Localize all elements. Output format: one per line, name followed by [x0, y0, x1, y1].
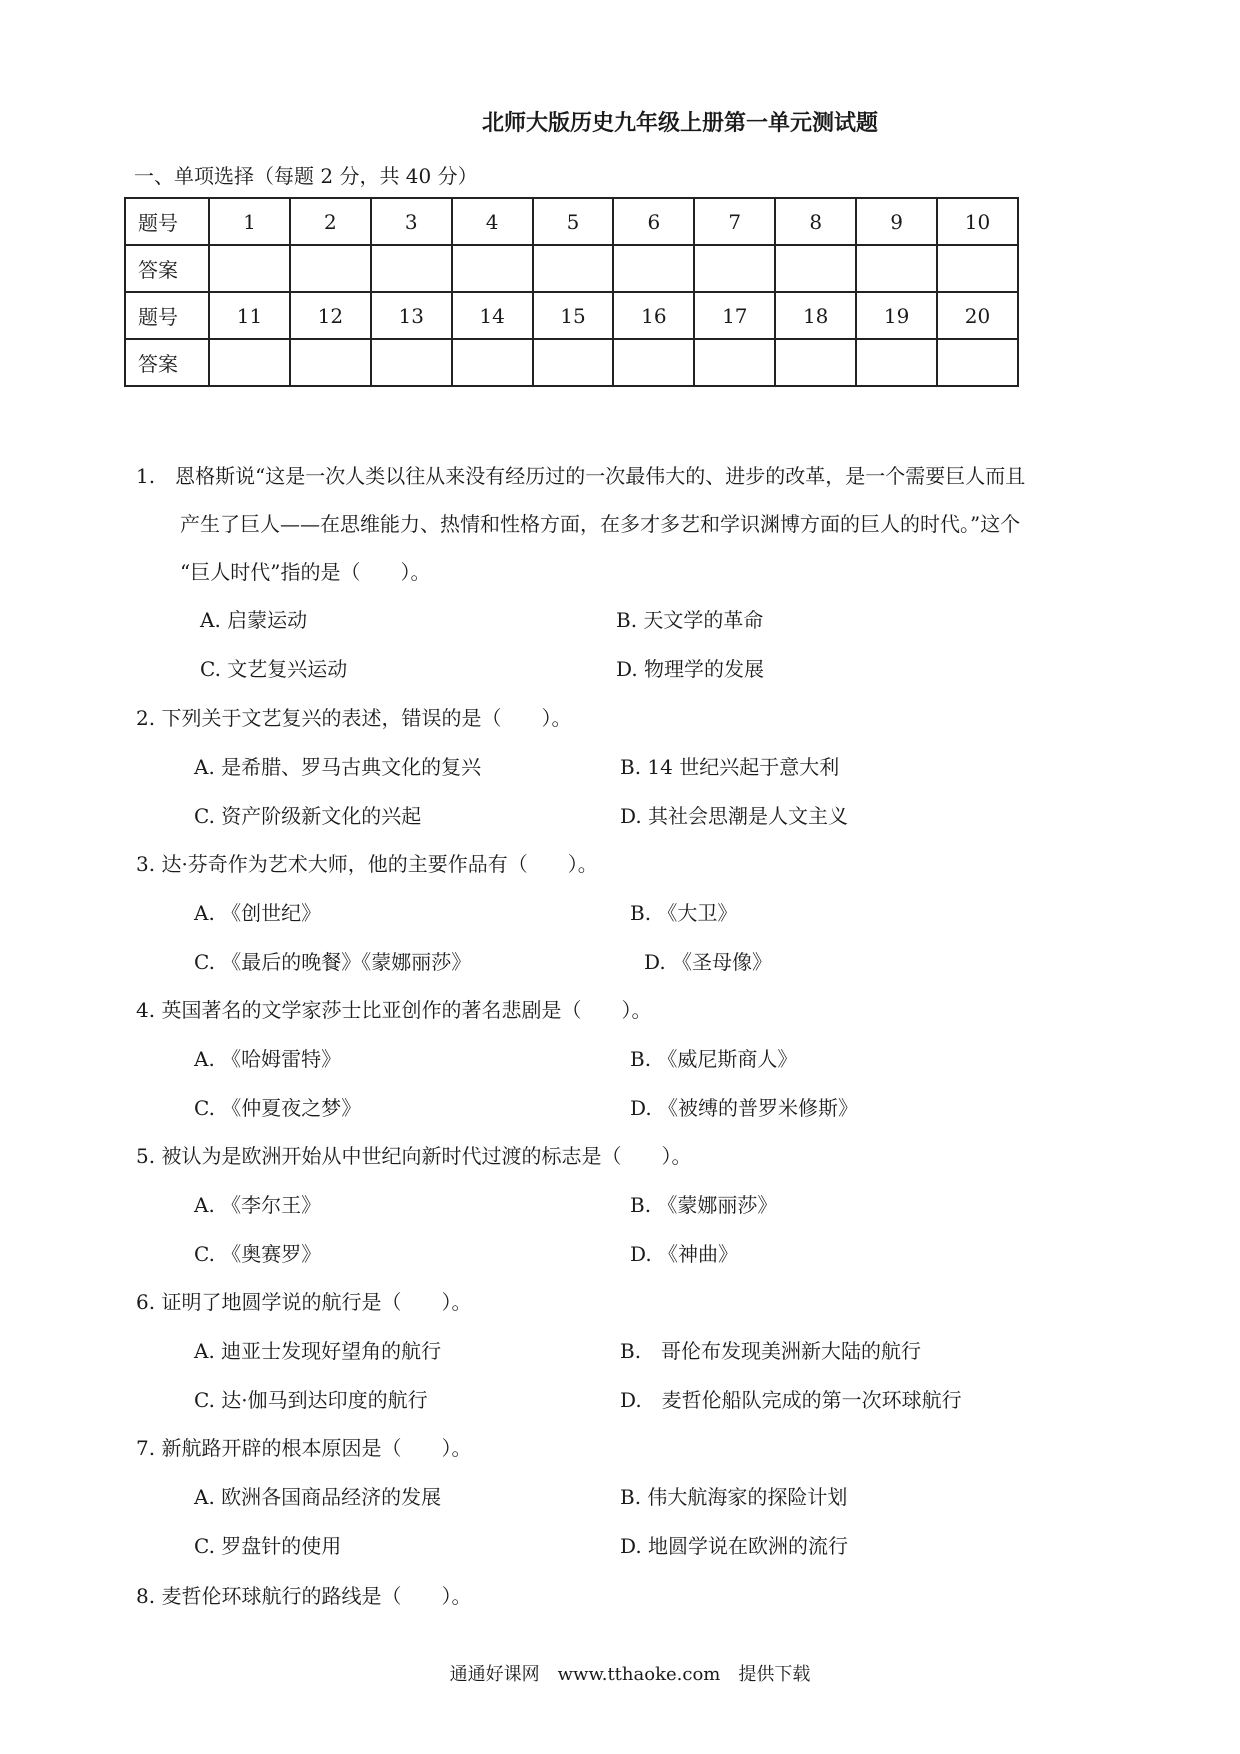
question-8: 8. 麦哲伦环球航行的路线是（ ）。: [136, 1584, 472, 1608]
question-number: 19: [856, 292, 937, 339]
question-6: 6. 证明了地圆学说的航行是（ ）。: [136, 1290, 472, 1314]
question-number: 15: [533, 292, 614, 339]
answer-cell[interactable]: [290, 339, 371, 386]
table-row: [125, 292, 1018, 339]
answer-cell[interactable]: [452, 339, 533, 386]
option-c[interactable]: C. 文艺复兴运动: [200, 657, 348, 681]
option-c[interactable]: C. 《奥赛罗》: [194, 1242, 322, 1266]
page-title: 北师大版历史九年级上册第一单元测试题: [481, 111, 878, 136]
answer-cell[interactable]: [371, 339, 452, 386]
question-1-line-1: 1. 恩格斯说“这是一次人类以往从来没有经历过的一次最伟大的、进步的改革，是一个需要巨人而且: [136, 464, 1026, 488]
option-d[interactable]: D. 地圆学说在欧洲的流行: [620, 1534, 849, 1558]
option-c[interactable]: C. 罗盘针的使用: [194, 1534, 342, 1558]
question-number: 11: [209, 292, 290, 339]
answer-grid: [124, 197, 1019, 387]
question-number: 16: [613, 292, 694, 339]
option-b[interactable]: B. 14 世纪兴起于意大利: [620, 755, 840, 779]
question-number: 7: [694, 198, 775, 245]
option-b[interactable]: B. 天文学的革命: [616, 608, 764, 632]
option-c[interactable]: C. 资产阶级新文化的兴起: [194, 804, 422, 828]
question-5: 5. 被认为是欧洲开始从中世纪向新时代过渡的标志是（ ）。: [136, 1144, 692, 1168]
option-b[interactable]: B. 《威尼斯商人》: [630, 1047, 798, 1071]
question-number: 9: [856, 198, 937, 245]
question-number: 2: [290, 198, 371, 245]
footer-source: 通通好课网 www.tthaoke.com 提供下载: [449, 1664, 811, 1685]
answer-cell[interactable]: [613, 339, 694, 386]
question-number: 17: [694, 292, 775, 339]
option-a[interactable]: A. 迪亚士发现好望角的航行: [194, 1339, 442, 1363]
option-d[interactable]: D. 《被缚的普罗米修斯》: [630, 1096, 859, 1120]
question-number: 12: [290, 292, 371, 339]
question-7: 7. 新航路开辟的根本原因是（ ）。: [136, 1436, 472, 1460]
answer-cell[interactable]: [290, 245, 371, 292]
question-number: 20: [937, 292, 1018, 339]
option-d[interactable]: D. 麦哲伦船队完成的第一次环球航行: [620, 1388, 962, 1412]
table-row: [125, 339, 1018, 386]
option-d[interactable]: D. 其社会思潮是人文主义: [620, 804, 849, 828]
question-1-line-2: 产生了巨人——在思维能力、热情和性格方面，在多才多艺和学识渊博方面的巨人的时代。”这个: [180, 512, 1021, 536]
table-row: [125, 198, 1018, 245]
question-4: 4. 英国著名的文学家莎士比亚创作的著名悲剧是（ ）。: [136, 998, 652, 1022]
question-2: 2. 下列关于文艺复兴的表述，错误的是（ ）。: [136, 706, 572, 730]
option-b[interactable]: B. 《蒙娜丽莎》: [630, 1193, 778, 1217]
option-a[interactable]: A. 是希腊、罗马古典文化的复兴: [194, 755, 482, 779]
option-c[interactable]: C. 《最后的晚餐》《蒙娜丽莎》: [194, 950, 472, 974]
option-b[interactable]: B. 伟大航海家的探险计划: [620, 1485, 848, 1509]
option-d[interactable]: D. 物理学的发展: [616, 657, 765, 681]
answer-cell[interactable]: [856, 245, 937, 292]
question-number: 18: [775, 292, 856, 339]
section-heading: 一、单项选择（每题 2 分，共 40 分）: [134, 164, 478, 188]
number-label: 题号: [125, 198, 209, 245]
answer-cell[interactable]: [775, 245, 856, 292]
option-d[interactable]: D. 《神曲》: [630, 1242, 739, 1266]
answer-cell[interactable]: [937, 339, 1018, 386]
number-label: 题号: [125, 292, 209, 339]
question-1-line-3: “巨人时代”指的是（ ）。: [180, 560, 431, 584]
question-number: 1: [209, 198, 290, 245]
answer-cell[interactable]: [937, 245, 1018, 292]
question-number: 10: [937, 198, 1018, 245]
table-row: [125, 245, 1018, 292]
answer-cell[interactable]: [856, 339, 937, 386]
option-c[interactable]: C. 达·伽马到达印度的航行: [194, 1388, 428, 1412]
answer-label: 答案: [125, 245, 209, 292]
answer-cell[interactable]: [533, 339, 614, 386]
option-b[interactable]: B. 《大卫》: [630, 901, 738, 925]
option-b[interactable]: B. 哥伦布发现美洲新大陆的航行: [620, 1339, 922, 1363]
option-a[interactable]: A. 启蒙运动: [200, 608, 308, 632]
question-number: 4: [452, 198, 533, 245]
question-number: 5: [533, 198, 614, 245]
option-a[interactable]: A. 欧洲各国商品经济的发展: [194, 1485, 442, 1509]
answer-cell[interactable]: [452, 245, 533, 292]
answer-cell[interactable]: [209, 339, 290, 386]
question-number: 13: [371, 292, 452, 339]
option-a[interactable]: A. 《李尔王》: [194, 1193, 322, 1217]
question-3: 3. 达·芬奇作为艺术大师，他的主要作品有（ ）。: [136, 852, 598, 876]
answer-cell[interactable]: [694, 339, 775, 386]
answer-cell[interactable]: [613, 245, 694, 292]
option-a[interactable]: A. 《创世纪》: [194, 901, 322, 925]
option-c[interactable]: C. 《仲夏夜之梦》: [194, 1096, 362, 1120]
answer-label: 答案: [125, 339, 209, 386]
question-number: 14: [452, 292, 533, 339]
answer-cell[interactable]: [209, 245, 290, 292]
question-number: 3: [371, 198, 452, 245]
answer-cell[interactable]: [694, 245, 775, 292]
answer-cell[interactable]: [775, 339, 856, 386]
option-d[interactable]: D. 《圣母像》: [644, 950, 773, 974]
option-a[interactable]: A. 《哈姆雷特》: [194, 1047, 342, 1071]
answer-cell[interactable]: [371, 245, 452, 292]
question-number: 6: [613, 198, 694, 245]
answer-cell[interactable]: [533, 245, 614, 292]
question-number: 8: [775, 198, 856, 245]
